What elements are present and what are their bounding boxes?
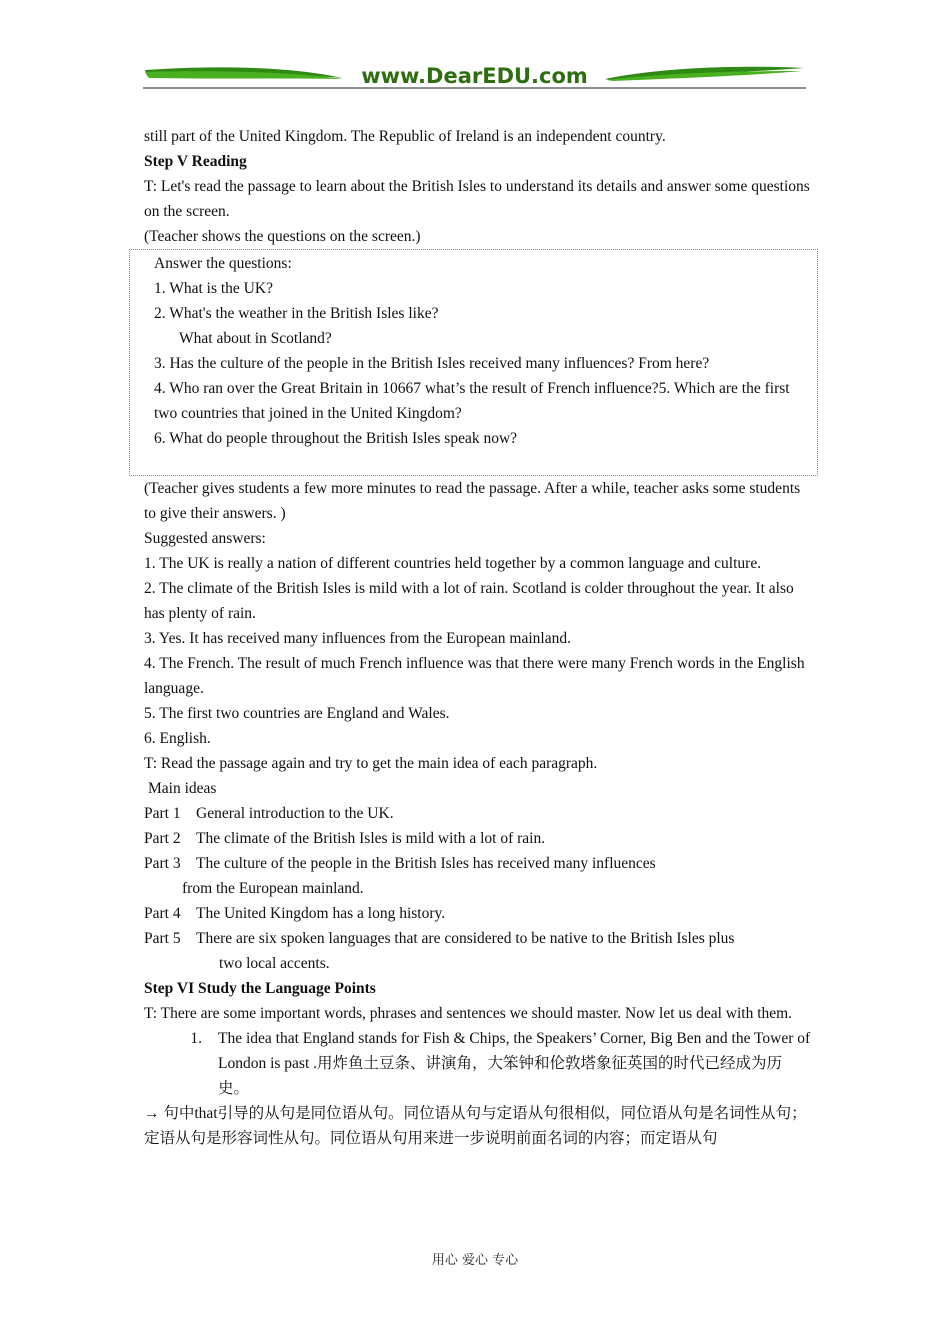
question-item: 3. Has the culture of the people in the British Isles received many influences? From here? (154, 355, 710, 372)
part-text: The United Kingdom has a long history. (196, 905, 446, 922)
document-body (144, 124, 812, 1151)
header-banner (143, 62, 806, 90)
section-heading: Step VI Study the Language Points (144, 980, 376, 997)
paragraph: T: Let's read the passage to learn about the British Isles to understand its details and answer some questions on the screen. (144, 178, 810, 220)
paragraph: T: There are some important words, phrases and sentences we should master. Now let us deal with them. (144, 1005, 793, 1022)
part-label: Part 4 (144, 905, 181, 922)
questions-title: Answer the questions: (154, 255, 292, 272)
page-footer: 用心 爱心 专心 (431, 1253, 519, 1268)
main-idea-part (144, 801, 812, 826)
section-heading: Step V Reading (144, 153, 247, 170)
question-item: 2. What's the weather in the British Isles like? (154, 305, 439, 322)
answer-item: 6. English. (144, 730, 211, 747)
part-label: Part 5 (144, 930, 181, 947)
main-idea-part (144, 851, 812, 876)
part-label: Part 3 (144, 855, 181, 872)
question-item: 1. What is the UK? (154, 280, 273, 297)
part-text: The culture of the people in the British Isles has received many influences (196, 855, 656, 872)
answer-item: 1. The UK is really a nation of different countries held together by a common language and culture. (144, 555, 762, 572)
questions-box (129, 249, 818, 476)
list-text: The idea that England stands for Fish & Chips, the Speakers’ Corner, Big Ben and the Tower of London is past .用炸鱼土豆条、讲演角，大笨钟和伦敦塔象征英国的时代已经成为历史。 (218, 1030, 811, 1097)
paragraph: (Teacher shows the questions on the screen.) (144, 228, 421, 245)
language-point-item (144, 1026, 812, 1101)
part-text-continued: two local accents. (219, 955, 330, 972)
paragraph: (Teacher gives students a few more minutes to read the passage. After a while, teacher asks some students to give their answers. ) (144, 480, 801, 522)
answer-item: 2. The climate of the British Isles is mild with a lot of rain. Scotland is colder throughout the year. It also has plenty of rain. (144, 580, 794, 622)
main-idea-part (144, 901, 812, 926)
main-ideas-title: Main ideas (148, 780, 217, 797)
part-label: Part 1 (144, 805, 181, 822)
part-text: The climate of the British Isles is mild with a lot of rain. (196, 830, 546, 847)
answer-item: 5. The first two countries are England and Wales. (144, 705, 450, 722)
answer-item: 4. The French. The result of much French influence was that there were many French words in the English language. (144, 655, 805, 697)
part-text: There are six spoken languages that are considered to be native to the British Isles plus (196, 930, 735, 947)
paragraph: still part of the United Kingdom. The Republic of Ireland is an independent country. (144, 128, 666, 145)
part-text-continued: from the European mainland. (182, 880, 364, 897)
answers-label: Suggested answers: (144, 530, 266, 547)
list-number: 1. (190, 1030, 202, 1047)
paragraph: T: Read the passage again and try to get the main idea of each paragraph. (144, 755, 598, 772)
site-brand[interactable]: www.DearEDU.com (361, 64, 588, 88)
main-idea-part (144, 826, 812, 851)
note-paragraph: → 句中that引导的从句是同位语从句。同位语从句与定语从句很相似，同位语从句是名词性从句；定语从句是形容词性从句。同位语从句用来进一步说明前面名词的内容；而定语从句 (144, 1105, 807, 1147)
question-item: 4. Who ran over the Great Britain in 10667 what’s the result of French influence?5. Which are the first two countries that joined in the United Kingdom? (154, 380, 790, 422)
question-item: 6. What do people throughout the British Isles speak now? (154, 430, 518, 447)
part-label: Part 2 (144, 830, 181, 847)
part-text: General introduction to the UK. (196, 805, 394, 822)
question-item: What about in Scotland? (179, 330, 332, 347)
main-idea-part (144, 926, 812, 951)
answer-item: 3. Yes. It has received many influences from the European mainland. (144, 630, 571, 647)
